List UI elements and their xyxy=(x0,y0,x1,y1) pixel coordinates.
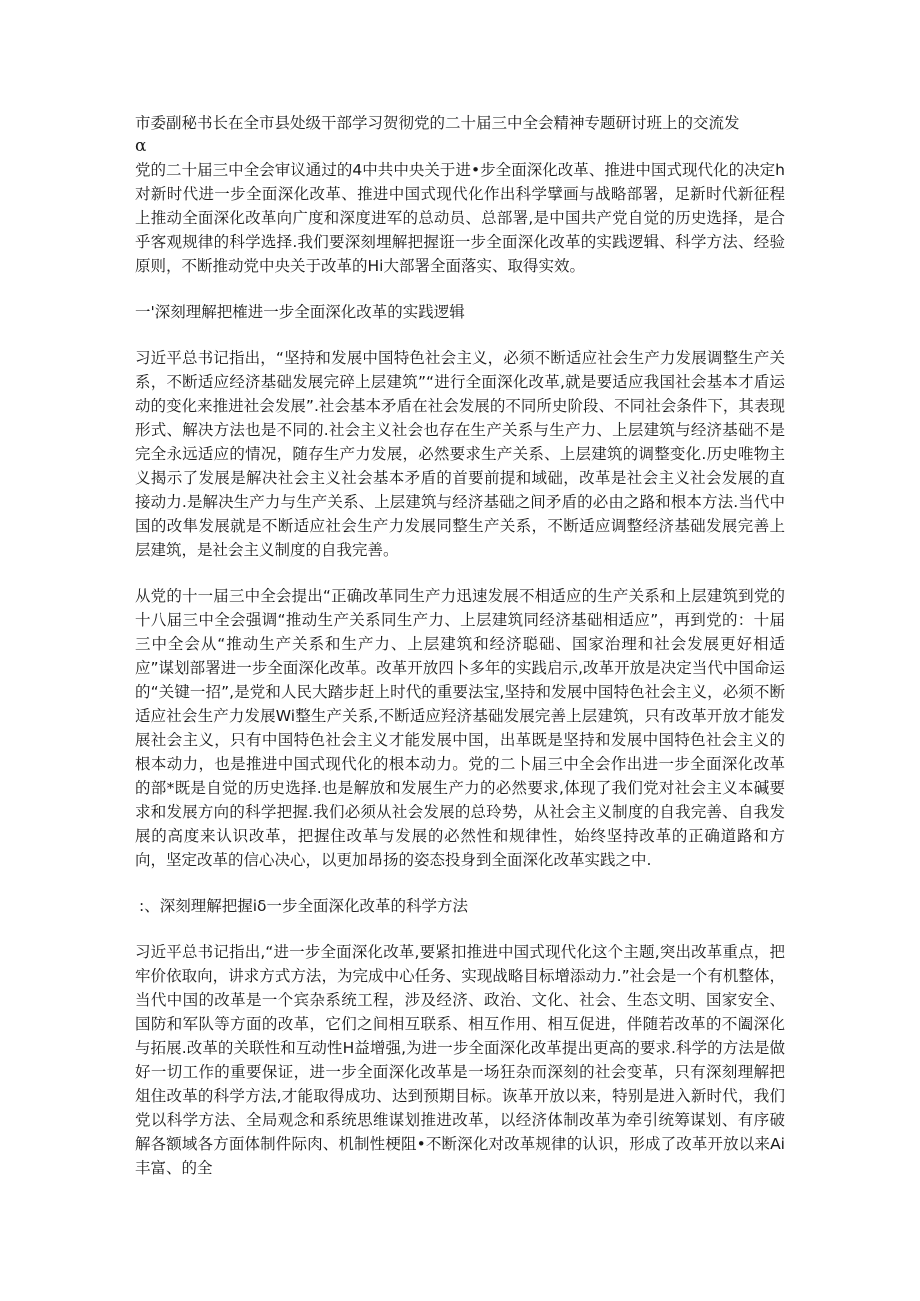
document-title: 市委副秘书长在全市县处级干部学习贺彻党的二十届三中全会精神专题研讨班上的交流发 xyxy=(135,114,740,132)
intro-paragraph: 党的二十届三中全会审议通过的4中共中央关于进•步全面深化改革、推进中国式现代化的决定h对新时代进一步全面深化改革、推进中国式现代化作出科学擘画与战略部署，足新时代新征程上推动全面深化改革向广度和深度进军的总动员、总部署,是中国共产党自觉的历史选择，是合乎客观规律的科学选择.我们要深刻埋解把握诳一步全面深化改革的实践逻辑、科学方法、经验原则，不断推动党中央关于改革的Hi大部署全面落实、取得实效。 xyxy=(135,161,785,275)
document-page xyxy=(135,112,785,1180)
section-2-heading: :、深刻理解把握iδ一步全面深化改革的科学方法 xyxy=(139,897,469,915)
section-1-paragraph-1: 习近平总书记指出，“坚持和发展中国特色社会主义，必须不断适应社会生产力发展调整生产关系，不断适应经济基础发展完碎上层建筑”“进行全面深化改革,就是要适应我国社会基本才盾运动的变化来推进社会发展”.社会基本矛盾在社会发展的不同所史阶段、不同社会条件下，其表现形式、解决方法也是不同的.社会主义社会也存在生产关系与生产力、上层建筑与经济基础不是完全永远适应的情况，随存生产力发展，必然要求生产关系、上层建筑的调整变化.历史唯物主义揭示了发展是解决社会主义社会基本矛盾的首要前提和域础，改革是社会主义社会发展的直接动力.是解决生产力与生产关系、上层建筑与经济基础之间矛盾的必由之路和根本方法.当代中国的改隼发展就是不断适应社会生产力发展同整生产关系，不断适应调整经济基础发展完善上层建筑，是社会主义制度的自我完善。 xyxy=(135,349,785,559)
section-2-paragraph-1: 习近平总书记指出,“进一步全面深化改革,要紧扣推进中国式现代化这个主题,突出改革重点，把牢价依取向，讲求方式方法，为完成中心任务、实现战略目标增添动力.”社会是一个有机整体，当代中国的改革是一个宾杂系统工程，涉及经济、政治、文化、社会、生态文明、国家安全、国防和军队等方面的改革，它们之间相互联系、相互作用、相互促进，伴随若改革的不阖深化与拓展.改革的关联性和互动性H益增强,为进一步全面深化改革提出更高的要求.科学的方法是做好一切工作的重要保证，进一步全面深化改革是一场狂杂而深刻的社会变革，只有深刻理解把俎住改革的科学方法,才能取得成功、达到预期目标。诙革开放以来，特别是进入新时代，我们党以科学方法、全局观念和系统思维谋划推进改革，以经济体制改革为牵引统筹谋划、有序破解各额域各方面体制件际肉、机制性梗阻•不断深化对改革规律的认识，形成了改革开放以来Ai丰富、的全 xyxy=(135,943,785,1177)
section-1-heading: 一'深刻理解把榷进一步全面深化改革的实践逻辑 xyxy=(135,303,465,321)
section-1-paragraph-2: 从党的十一届三中全会提出“正确改革同生产力迅速发展不相适应的生产关系和上层建筑到党的十八届三中全会强调“推动生产关系同生产力、上层建筑同经济基础相适应”，再到党的：十届三中全会从“推动生产关系和生产力、上层建筑和经济聪础、国家治理和社会发展更好相适应”谋划部署进一步全面深化改革。改革开放四卜多年的实践启示,改革开放是决定当代中国命运的“关键一招”,是党和人民大踏步赶上时代的重要法宝,坚持和发展中国特色社会主义，必须不断适应社会生产力发展Wi整生产关系,不断适应羟济基础发展完善上层建筑，只有改革开放才能发展社会主义，只有中国特色社会主义才能发展中国，出革既是坚持和发展中国特色社会主义的根本动力，也是推进中国式现代化的根本动力。党的二卜届三中全会作出进一步全面深化改革的部*既是自觉的历史选择.也是解放和发展生产力的必然要求,体现了我们党对社会主义本碱要求和发展方向的科学把握.我们必须从社会发展的总玲势，从社会主义制度的自我完善、自我发展的高度来认识改革，把握住改革与发展的必然性和规律性，始终坚持改革的正确道路和方向，坚定改革的信心决心，以更加昂扬的姿态投身到全面深化改革实践之中. xyxy=(135,587,785,869)
document-title-tail: α xyxy=(135,136,147,156)
